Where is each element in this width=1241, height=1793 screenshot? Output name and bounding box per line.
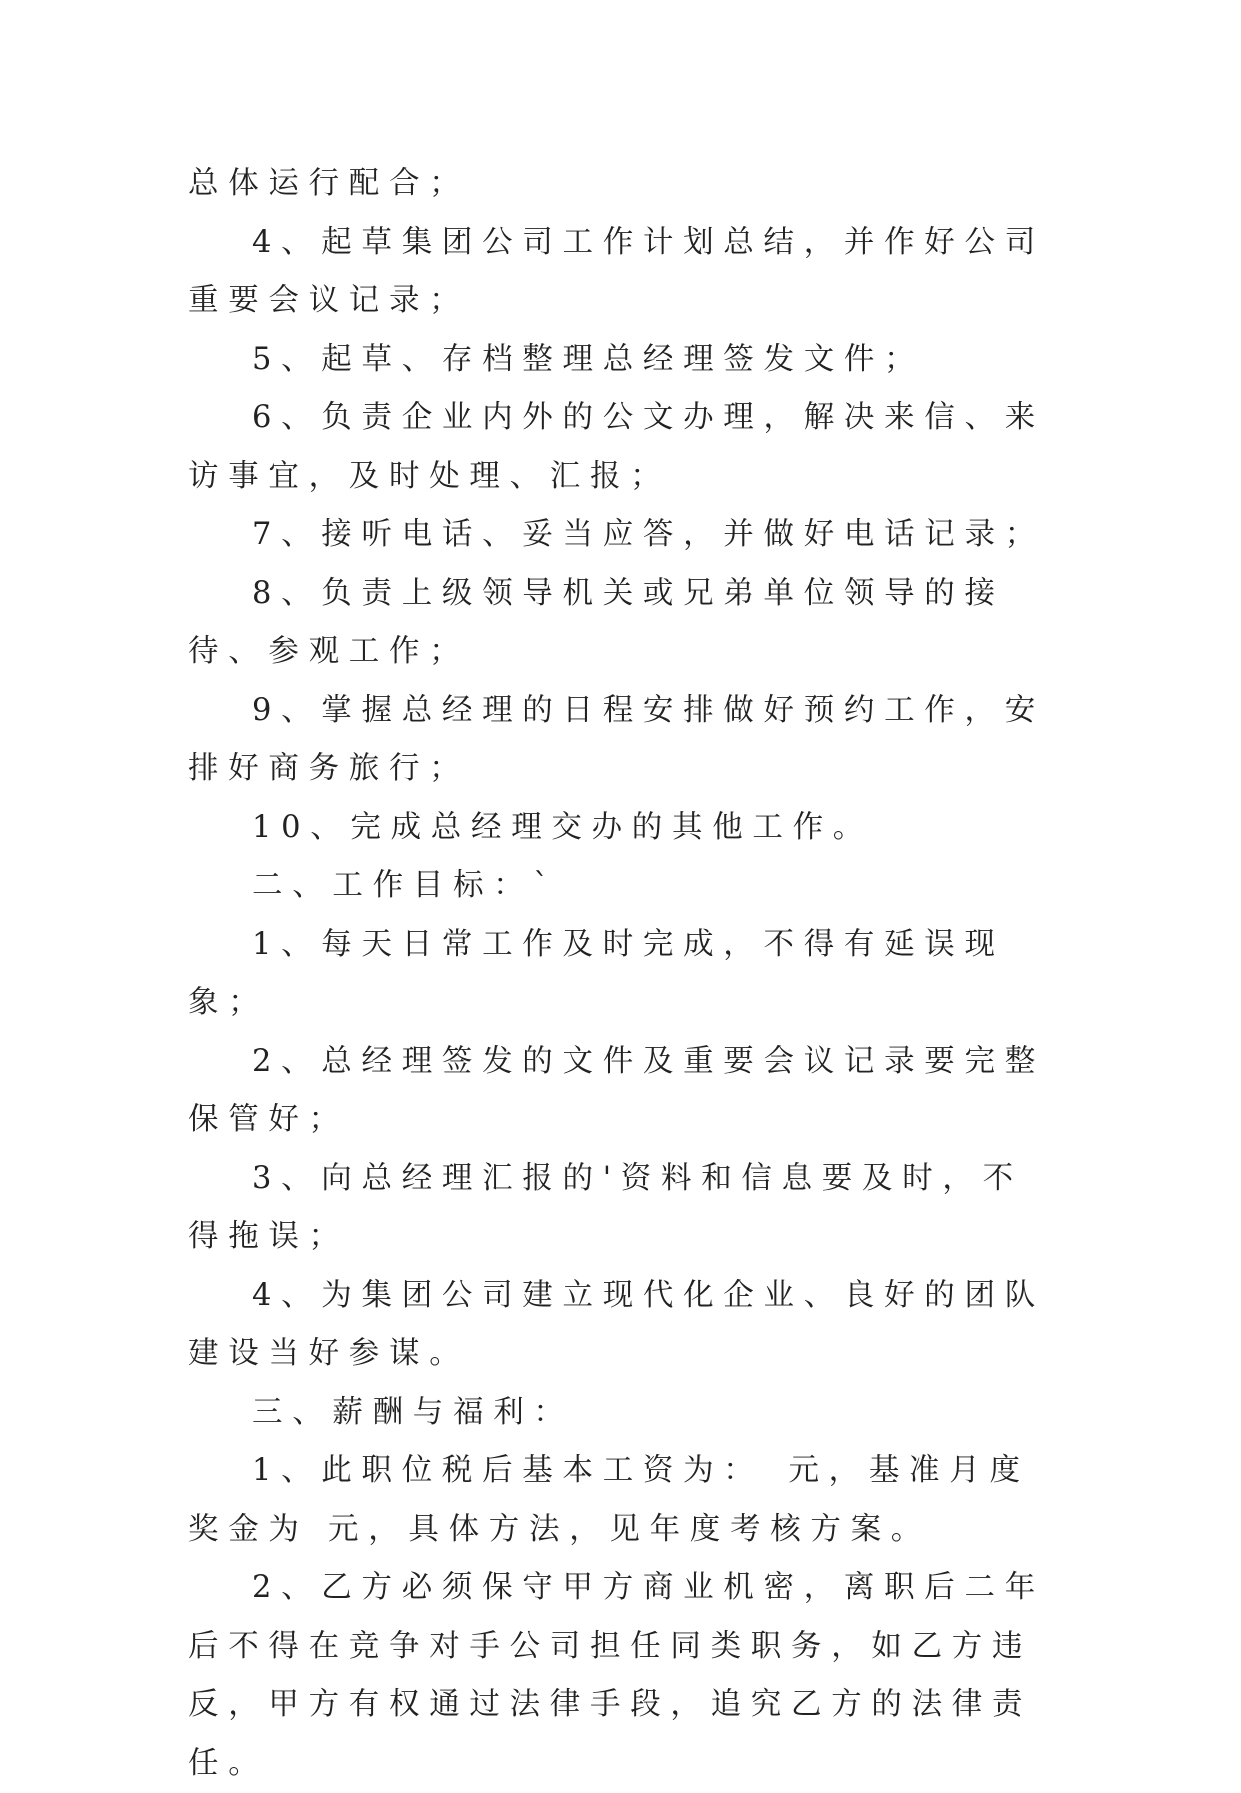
paragraph-item-5: 5、起草、存档整理总经理签发文件； [252,341,925,377]
paragraph-item-7: 7、接听电话、妥当应答，并做好电话记录； [252,517,1045,552]
paragraph-goal-2: 2、总经理签发的文件及重要会议记录要完整保管好； [188,1043,1045,1137]
paragraph-goal-1: 1、每天日常工作及时完成，不得有延误现象； [188,926,1005,1020]
paragraph-item-8: 8、负责上级领导机关或兄弟单位领导的接待、参观工作； [188,575,1005,669]
section-heading-compensation: 三、薪酬与福利： [252,1394,574,1430]
paragraph-item-10: 10、完成总经理交办的其他工作。 [252,809,874,845]
paragraph-item-4: 4、起草集团公司工作计划总结，并作好公司重要会议记录； [188,224,1045,318]
paragraph-item-9: 9、掌握总经理的日程安排做好预约工作，安排好商务旅行； [188,692,1045,786]
paragraph-compensation-2: 2、乙方必须保守甲方商业机密，离职后二年后不得在竞争对手公司担任同类职务，如乙方违反，甲方有权通过法律手段，追究乙方的法律责任。 [188,1570,1045,1781]
section-heading-goals: 二、工作目标：` [252,868,559,903]
paragraph-goal-3: 3、向总经理汇报的'资料和信息要及时，不得拖误； [188,1160,1023,1254]
paragraph-goal-4: 4、为集团公司建立现代化企业、良好的团队建设当好参谋。 [188,1277,1045,1371]
paragraph-item-6: 6、负责企业内外的公文办理，解决来信、来访事宜，及时处理、汇报； [188,400,1045,494]
paragraph-continuation: 总体运行配合； [188,166,470,201]
paragraph-compensation-1: 1、此职位税后基本工资为： 元，基准月度奖金为 元，具体方法，见年度考核方案。 [188,1453,1030,1547]
document-body [188,155,1058,1793]
